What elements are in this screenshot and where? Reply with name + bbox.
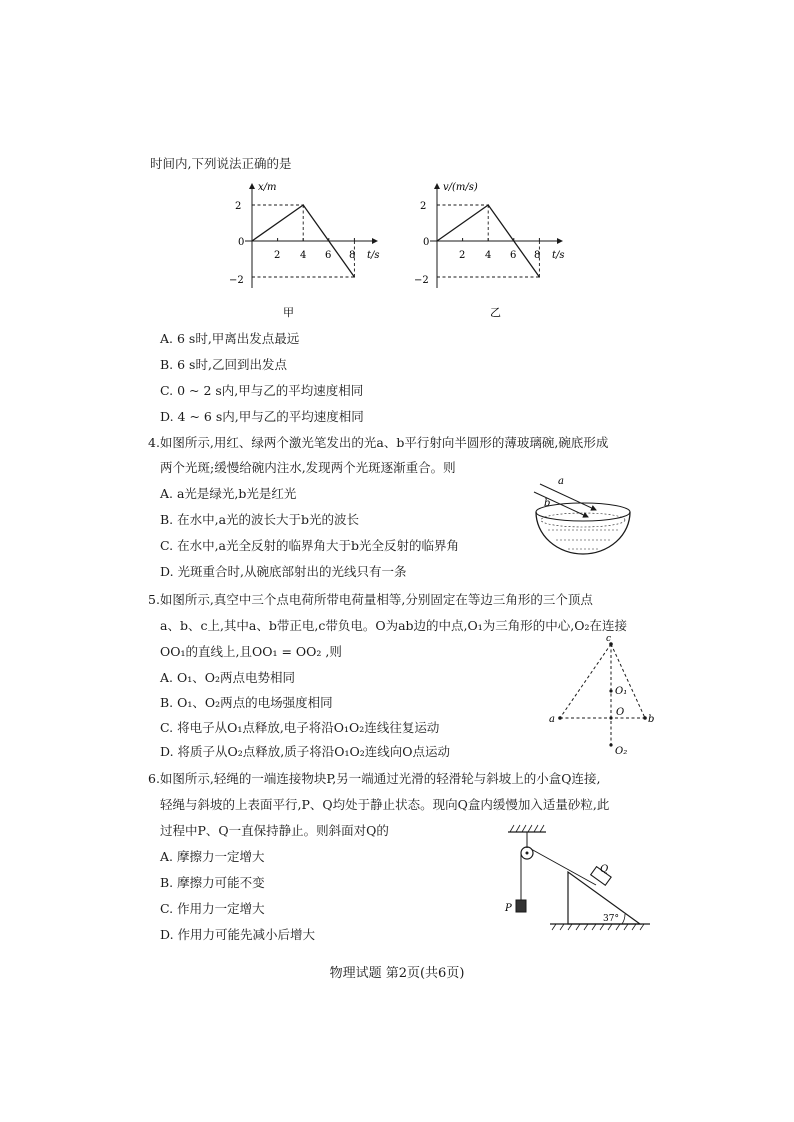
q6-stem-line: 轻绳与斜坡的上表面平行,P、Q均处于静止状态。现向Q盒内缓慢加入适量砂粒,此 — [160, 797, 610, 812]
ground-hatch — [552, 924, 644, 930]
y-tick-label: 2 — [235, 201, 242, 212]
q6-option-c: C. 作用力一定增大 — [160, 901, 265, 916]
glass-bowl-figure — [528, 470, 638, 562]
graph-yi — [410, 176, 580, 321]
ray-a-label: a — [558, 476, 564, 487]
q3-option-a: A. 6 s时,甲离出发点最远 — [160, 331, 300, 346]
charge-a — [558, 716, 562, 720]
page-footer: 物理试题 第2页(共6页) — [329, 966, 465, 981]
q6-stem-line: 6.如图所示,轻绳的一端连接物块P,另一端通过光滑的轻滑轮与斜坡上的小盒Q连接, — [148, 771, 601, 786]
q5-option-a: A. O₁、O₂两点电势相同 — [160, 670, 295, 685]
data-point — [488, 204, 489, 205]
q6-option-b: B. 摩擦力可能不变 — [160, 875, 265, 890]
q4-option-a: A. a光是绿光,b光是红光 — [160, 486, 297, 501]
x-tick-label: 8 — [534, 250, 541, 261]
block-p — [516, 900, 526, 912]
data-point — [539, 276, 540, 277]
point-o1 — [609, 689, 612, 692]
point-o2 — [609, 743, 612, 746]
graph-jia — [225, 176, 395, 321]
q6-option-a: A. 摩擦力一定增大 — [160, 849, 265, 864]
x-tick-label: 2 — [459, 250, 466, 261]
charge-triangle-figure — [542, 632, 662, 762]
q4-stem-line: 两个光斑;缓慢给碗内注水,发现两个光斑逐渐重合。则 — [160, 460, 456, 475]
x-tick-label: 4 — [485, 250, 492, 261]
q3-option-b: B. 6 s时,乙回到出发点 — [160, 357, 287, 372]
point-o — [609, 716, 612, 719]
light-ray-b — [534, 492, 588, 517]
rope-to-q — [531, 849, 596, 885]
data-point — [354, 276, 355, 277]
charge-b — [643, 716, 647, 720]
q5-option-d: D. 将质子从O₂点释放,质子将沿O₁O₂连线向O点运动 — [160, 744, 451, 759]
ray-b-label: b — [544, 498, 551, 509]
data-point — [251, 240, 252, 241]
y-tick-label: −2 — [229, 275, 244, 286]
ceiling-hatch — [510, 825, 544, 832]
label-p: P — [505, 903, 512, 914]
y-tick-label: 0 — [238, 237, 245, 248]
q6-stem-line: 过程中P、Q一直保持静止。则斜面对Q的 — [160, 823, 389, 838]
x-axis-label: t/s — [552, 250, 565, 261]
q4-option-b: B. 在水中,a光的波长大于b光的波长 — [160, 512, 360, 527]
x-tick-label: 2 — [274, 250, 281, 261]
q5-stem-line: 5.如图所示,真空中三个点电荷所带电荷量相等,分别固定在等边三角形的三个顶点 — [148, 592, 593, 607]
chart-title: 乙 — [490, 306, 501, 319]
x-axis-label: t/s — [367, 250, 380, 261]
x-tick-label: 8 — [349, 250, 356, 261]
q5-stem-line: OO₁的直线上,且OO₁ = OO₂ ,则 — [160, 644, 342, 659]
label-o: O — [616, 707, 625, 718]
q4-stem-line: 4.如图所示,用红、绿两个激光笔发出的光a、b平行射向半圆形的薄玻璃碗,碗底形成 — [148, 435, 609, 450]
x-tick-label: 6 — [510, 250, 517, 261]
x-tick-label: 4 — [300, 250, 307, 261]
q4-option-d: D. 光斑重合时,从碗底部射出的光线只有一条 — [160, 564, 407, 579]
y-axis-label: x/m — [258, 182, 277, 193]
label-o1: O₁ — [615, 686, 628, 697]
q5-option-c: C. 将电子从O₁点释放,电子将沿O₁O₂连线往复运动 — [160, 720, 440, 735]
y-tick-label: 0 — [423, 237, 430, 248]
q5-stem-line: a、b、c上,其中a、b带正电,c带负电。O为ab边的中点,O₁为三角形的中心,O₂在连接 — [160, 618, 628, 633]
q3-option-c: C. 0 ~ 2 s内,甲与乙的平均速度相同 — [160, 383, 364, 398]
chart-title: 甲 — [283, 306, 294, 319]
y-tick-label: 2 — [420, 201, 427, 212]
label-c: c — [606, 634, 612, 644]
angle-label: 37° — [603, 914, 619, 924]
pulley-incline-figure — [500, 822, 660, 934]
q3-option-d: D. 4 ~ 6 s内,甲与乙的平均速度相同 — [160, 409, 364, 424]
angle-arc — [622, 914, 625, 924]
q4-option-c: C. 在水中,a光全反射的临界角大于b光全反射的临界角 — [160, 538, 459, 553]
y-axis-label: v/(m/s) — [443, 182, 478, 193]
q5-option-b: B. O₁、O₂两点的电场强度相同 — [160, 695, 333, 710]
data-point — [303, 204, 304, 205]
data-point — [436, 240, 437, 241]
x-tick-label: 6 — [325, 250, 332, 261]
label-q: Q — [600, 864, 609, 875]
label-a: a — [549, 714, 555, 725]
label-o2: O₂ — [615, 746, 628, 757]
question-3-tail: 时间内,下列说法正确的是 — [150, 156, 292, 171]
label-b: b — [648, 714, 655, 725]
y-tick-label: −2 — [414, 275, 429, 286]
q6-option-d: D. 作用力可能先减小后增大 — [160, 927, 316, 942]
